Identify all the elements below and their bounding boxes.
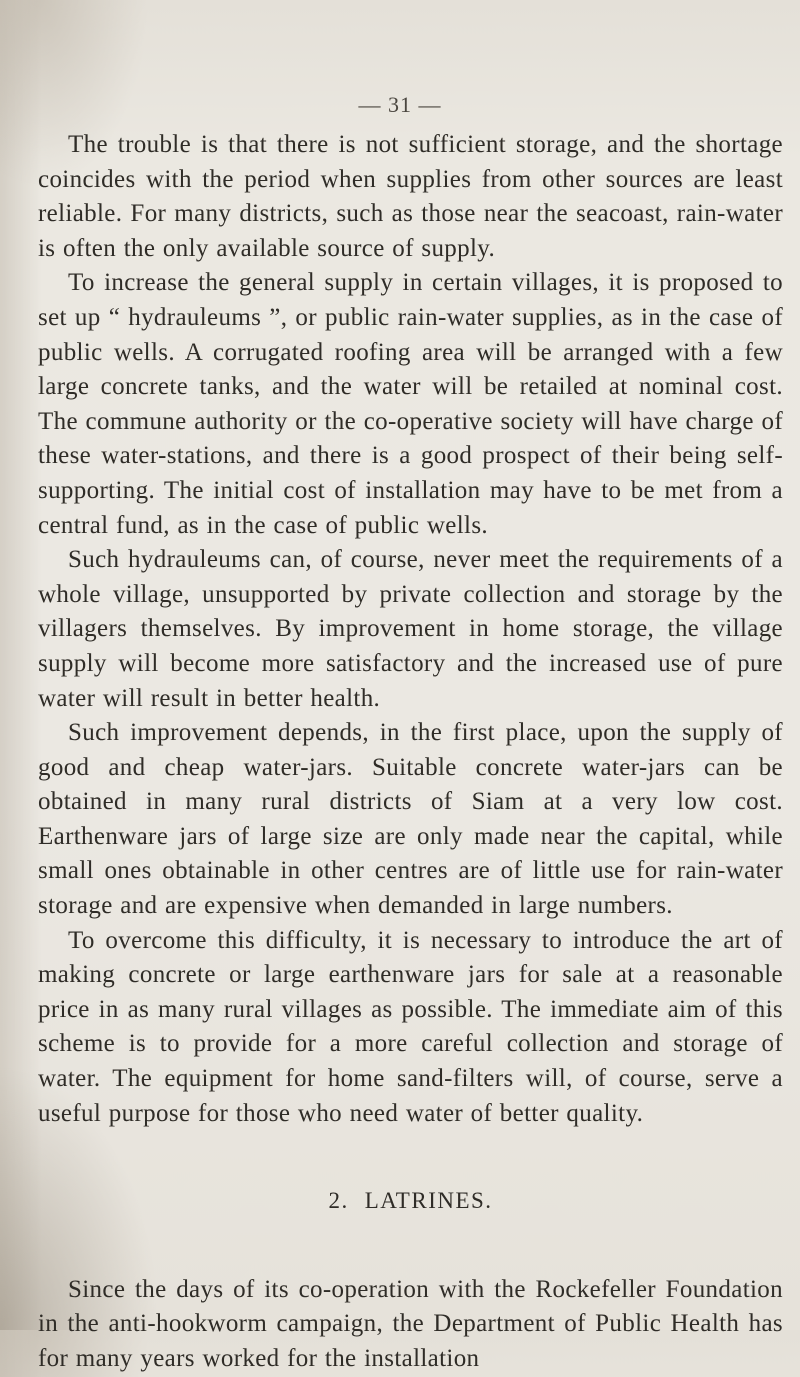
- section-heading: [38, 1184, 783, 1219]
- paragraph-jar-making: To overcome this difficulty, it is necessary to introduce the art of making concrete or large earthenware jars for sale at a reasonable price in as many rural villages as possible. The immediate aim of this scheme is to provide for a more careful collection and storage of water. The equipment for home sand-filters will, of course, serve a useful purpose for those who need water of better quality.: [38, 926, 783, 1127]
- body-text: [38, 128, 783, 1377]
- paragraph-latrines: Since the days of its co-operation with the Rockefeller Foundation in the anti-hookworm campaign, the Department of Public Health has for many years worked for the installation: [38, 1275, 783, 1372]
- paragraph-storage-shortage: The trouble is that there is not sufficient storage, and the shortage coincides with the period when supplies from other sources are least reliable. For many districts, such as those near the seacoast, rain-water is often the only available source of supply.: [38, 131, 783, 262]
- page-number: — 31 —: [358, 92, 442, 117]
- section-number: 2.: [328, 1188, 349, 1214]
- paragraph-hydrauleums: To increase the general supply in certain villages, it is proposed to set up “ hydrauleums ”, or public rain-water supplies, as in the case of public wells. A corrugated roofing area will be arranged with a few large concrete tanks, and the water will be retailed at nominal cost. The commune authority or the co-operative society will have charge of these water-stations, and there is a good prospect of their being self-supporting. The initial cost of installation may have to be met from a central fund, as in the case of public wells.: [38, 269, 783, 539]
- paragraph-home-storage: Such hydrauleums can, of course, never meet the requirements of a whole village, unsupported by private collection and storage by the villagers themselves. By improvement in home storage, the village supply will become more satisfactory and the increased use of pure water will result in better health.: [38, 546, 783, 712]
- section-title: LATRINES.: [364, 1188, 493, 1214]
- paragraph-water-jars: Such improvement depends, in the first place, upon the supply of good and cheap water-jars. Suitable concrete water-jars can be obtained in many rural districts of Siam at a very low cost. Earthenware jars of large size are only made near the capital, while small ones obtainable in other centres are of little use for rain-water storage and are expensive when demanded in large numbers.: [38, 719, 783, 920]
